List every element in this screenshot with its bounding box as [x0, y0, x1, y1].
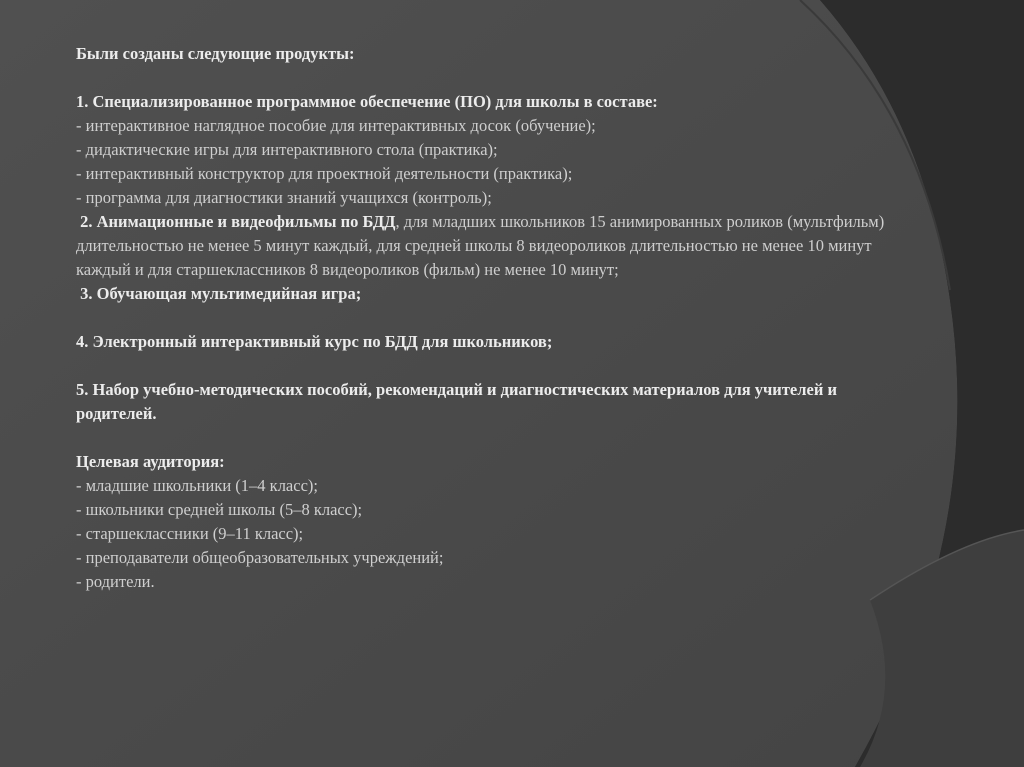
item1-line: - программа для диагностики знаний учащихся (контроль);	[76, 188, 492, 207]
audience-line: - преподаватели общеобразовательных учреждений;	[76, 548, 444, 567]
spacer	[76, 354, 906, 378]
item1-line: - дидактические игры для интерактивного стола (практика);	[76, 140, 498, 159]
spacer	[76, 66, 906, 90]
item2-text: , для младших школьников 15 анимированных роликов (мультфильм) длительностью не менее 5 минут каждый, для средней школы 8 видеороликов длительностью не менее 10 минут каждый и для старшеклассников 8 видеороликов (фильм) не менее 10 минут;	[76, 212, 889, 279]
intro-heading: Были созданы следующие продукты:	[76, 44, 355, 63]
slide-text	[76, 42, 906, 594]
spacer	[76, 426, 906, 450]
audience-line: - младшие школьники (1–4 класс);	[76, 476, 318, 495]
item5-heading: 5. Набор учебно-методических пособий, рекомендаций и диагностических материалов для учителей и родителей.	[76, 380, 842, 423]
item1-line: - интерактивное наглядное пособие для интерактивных досок (обучение);	[76, 116, 596, 135]
item1-heading: 1. Специализированное программное обеспечение (ПО) для школы в составе:	[76, 92, 658, 111]
item3-heading: 3. Обучающая мультимедийная игра;	[76, 284, 362, 303]
audience-heading: Целевая аудитория:	[76, 452, 225, 471]
audience-line: - старшеклассники (9–11 класс);	[76, 524, 304, 543]
item2-heading: 2. Анимационные и видеофильмы по БДД	[76, 212, 396, 231]
audience-line: - родители.	[76, 572, 155, 591]
spacer	[76, 306, 906, 330]
item1-line: - интерактивный конструктор для проектной деятельности (практика);	[76, 164, 573, 183]
audience-line: - школьники средней школы (5–8 класс);	[76, 500, 363, 519]
item4-heading: 4. Электронный интерактивный курс по БДД для школьников;	[76, 332, 553, 351]
item2-paragraph	[76, 210, 906, 282]
